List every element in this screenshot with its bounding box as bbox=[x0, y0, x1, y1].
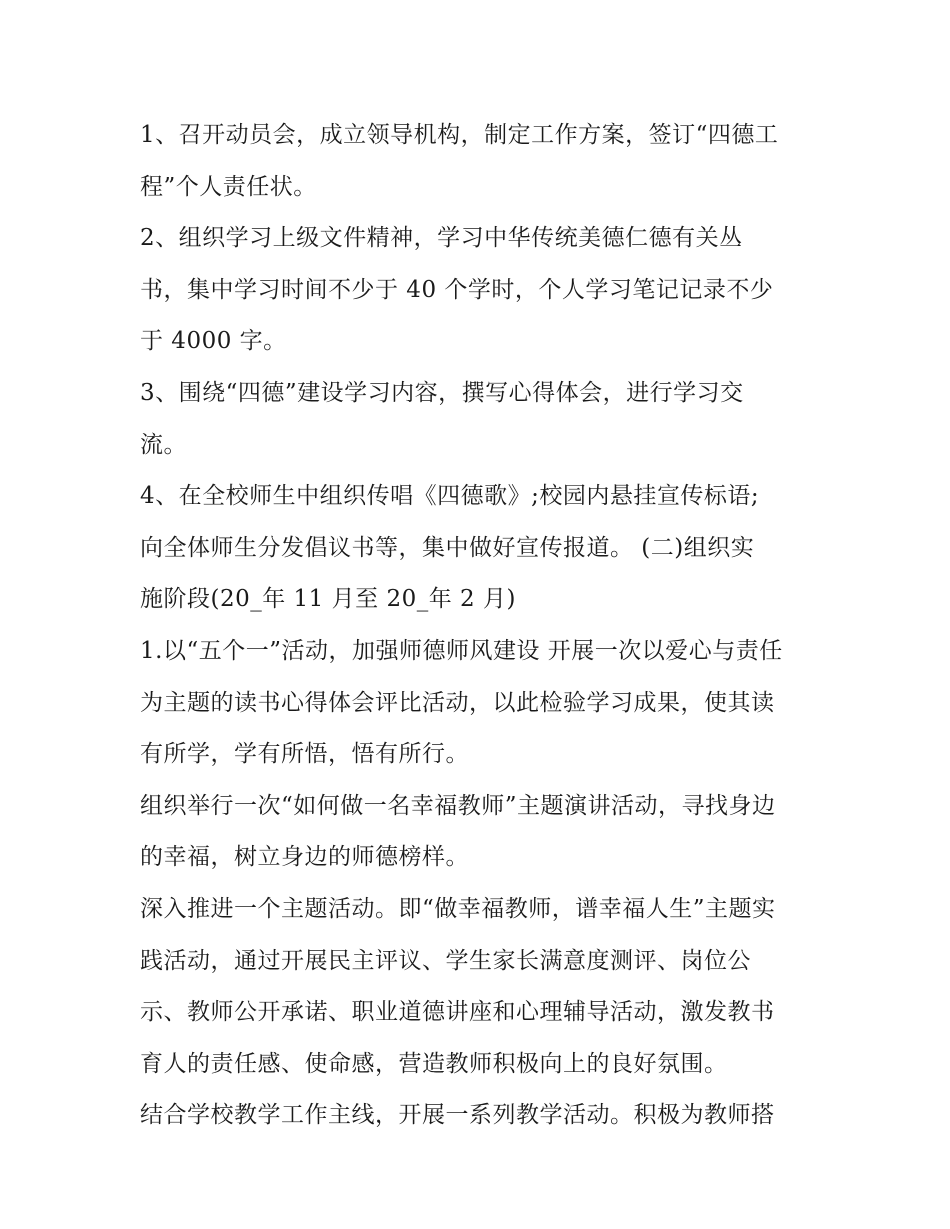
text-line-20: 结合学校教学工作主线，开展一系列教学活动。积极为教师搭 bbox=[140, 1102, 775, 1129]
text-line-9: 向全体师生分发倡议书等，集中做好宣传报道。 (二)组织实 bbox=[140, 534, 755, 561]
text-line-15: 的幸福，树立身边的师德榜样。 bbox=[140, 844, 469, 871]
text-line-2: 程”个人责任状。 bbox=[140, 173, 317, 200]
text-line-17: 践活动，通过开展民主评议、学生家长满意度测评、岗位公 bbox=[140, 947, 751, 974]
text-line-19: 育人的责任感、使命感，营造教师积极向上的良好氛围。 bbox=[140, 1050, 728, 1077]
text-line-10: 施阶段(20_年 11 月至 20_年 2 月) bbox=[140, 586, 516, 613]
text-line-13: 有所学，学有所悟，悟有所行。 bbox=[140, 741, 469, 768]
text-line-16: 深入推进一个主题活动。即“做幸福教师，谱幸福人生”主题实 bbox=[140, 895, 776, 922]
text-line-18: 示、教师公开承诺、职业道德讲座和心理辅导活动，激发教书 bbox=[140, 999, 775, 1026]
text-line-1: 1、召开动员会，成立领导机构，制定工作方案，签订“四德工 bbox=[140, 122, 779, 148]
text-line-14: 组织举行一次“如何做一名幸福教师”主题演讲活动，寻找身边 bbox=[140, 792, 776, 819]
text-line-6: 3、围绕“四德”建设学习内容，撰写心得体会，进行学习交 bbox=[140, 379, 744, 406]
text-line-7: 流。 bbox=[140, 431, 187, 458]
text-line-5: 于 4000 字。 bbox=[140, 328, 287, 355]
text-line-12: 为主题的读书心得体会评比活动，以此检验学习成果，使其读 bbox=[140, 689, 775, 716]
text-line-4: 书，集中学习时间不少于 40 个学时，个人学习笔记记录不少 bbox=[140, 276, 774, 303]
text-line-8: 4、在全校师生中组织传唱《四德歌》;校园内悬挂宣传标语; bbox=[140, 483, 760, 510]
text-line-3: 2、组织学习上级文件精神，学习中华传统美德仁德有关丛 bbox=[140, 225, 743, 252]
text-line-11: 1.以“五个一”活动，加强师德师风建设 开展一次以爱心与责任 bbox=[140, 637, 783, 664]
document-body bbox=[140, 110, 820, 1142]
